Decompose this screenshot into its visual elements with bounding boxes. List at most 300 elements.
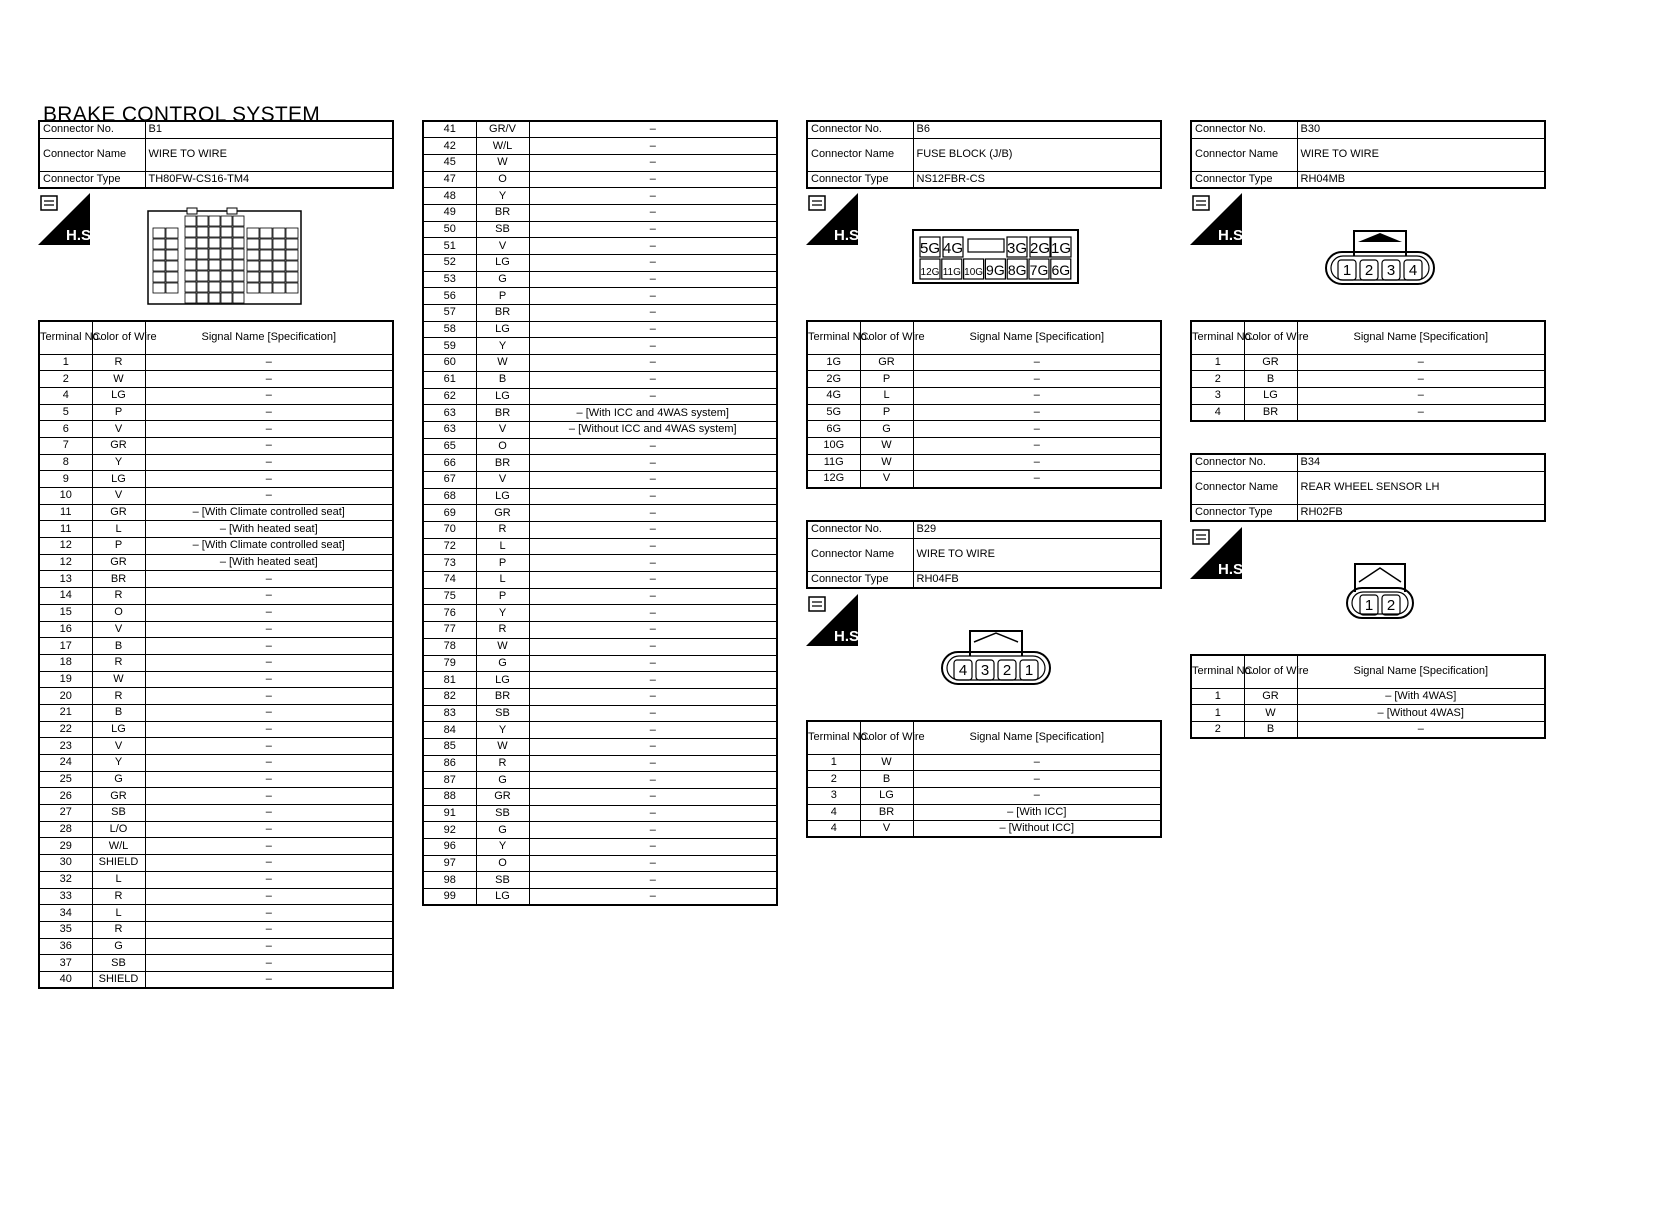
wire-color-cell: Y <box>476 839 529 856</box>
terminal-no-cell: 42 <box>423 138 476 155</box>
signal-name-cell: – <box>913 787 1161 804</box>
signal-name-cell: – <box>529 705 777 722</box>
pin-cavity <box>260 261 272 271</box>
pin-cavity <box>260 272 272 282</box>
signal-name-cell: – <box>1297 404 1545 421</box>
pin-cavity <box>185 216 196 226</box>
pin-cavity <box>185 260 196 270</box>
terminal-no-cell: 3 <box>807 787 860 804</box>
terminal-no-header: Terminal No. <box>807 721 860 754</box>
pin-cavity <box>233 227 244 237</box>
pin-cavity <box>185 238 196 248</box>
pin-cavity <box>153 283 165 293</box>
terminal-no-cell: 72 <box>423 538 476 555</box>
terminal-no-cell: 12 <box>39 538 92 555</box>
table-row <box>1191 721 1545 738</box>
table-row <box>39 871 393 888</box>
pin-label: 3G <box>1006 240 1028 257</box>
wire-color-cell: W <box>476 355 529 372</box>
wire-color-cell: LG <box>92 721 145 738</box>
pin-label: 9G <box>986 262 1005 278</box>
signal-name-cell: – <box>1297 387 1545 404</box>
table-row <box>423 355 777 372</box>
table-row <box>39 888 393 905</box>
table-row <box>39 588 393 605</box>
pin-cavity <box>247 250 259 260</box>
signal-name-cell: – <box>529 722 777 739</box>
terminal-no-cell: 7 <box>39 437 92 454</box>
table-row <box>423 655 777 672</box>
pin-cavity <box>197 293 208 303</box>
signal-name-cell: – <box>529 221 777 238</box>
pin-cavity <box>221 238 232 248</box>
terminal-no-cell: 51 <box>423 238 476 255</box>
wire-color-cell: R <box>92 921 145 938</box>
connector-name-value: WIRE TO WIRE <box>1297 138 1545 171</box>
signal-name-cell: – <box>145 571 393 588</box>
signal-name-cell: – <box>529 355 777 372</box>
pin-label: 2 <box>1364 262 1374 279</box>
signal-name-cell: – <box>529 338 777 355</box>
terminal-no-cell: 85 <box>423 738 476 755</box>
signal-name-cell: – <box>913 771 1161 788</box>
signal-name-cell: – <box>529 638 777 655</box>
wire-color-cell: LG <box>476 889 529 906</box>
connector-no-value: B1 <box>145 121 393 138</box>
connector-b1-face-diagram <box>147 208 303 306</box>
table-row <box>39 621 393 638</box>
wire-color-cell: LG <box>92 471 145 488</box>
table-row <box>423 772 777 789</box>
wire-color-cell: O <box>476 171 529 188</box>
pin-label: 1 <box>1364 597 1374 614</box>
wire-color-cell: V <box>476 238 529 255</box>
pin-cavity <box>166 250 178 260</box>
connector-name-value: FUSE BLOCK (J/B) <box>913 138 1161 171</box>
table-row <box>39 504 393 521</box>
terminal-no-cell: 4 <box>807 804 860 821</box>
terminal-no-cell: 24 <box>39 755 92 772</box>
table-row <box>39 404 393 421</box>
pin-label: 1G <box>1050 240 1072 257</box>
wire-color-cell: R <box>92 688 145 705</box>
terminal-no-cell: 1 <box>1191 354 1244 371</box>
terminal-no-cell: 59 <box>423 338 476 355</box>
signal-name-cell: – <box>529 805 777 822</box>
pin-label: 1 <box>1342 262 1352 279</box>
table-row <box>423 271 777 288</box>
wire-color-cell: W <box>476 638 529 655</box>
pin-cavity <box>286 239 298 249</box>
color-header: Color of Wire <box>860 721 913 754</box>
signal-name-cell: – <box>913 471 1161 488</box>
terminal-no-cell: 15 <box>39 604 92 621</box>
pin-cavity <box>286 272 298 282</box>
terminal-no-cell: 6 <box>39 421 92 438</box>
wire-color-cell: B <box>92 704 145 721</box>
signal-name-cell: – <box>145 938 393 955</box>
pin-cavity <box>221 227 232 237</box>
wire-color-cell: L <box>476 538 529 555</box>
wire-color-cell: V <box>92 738 145 755</box>
terminal-no-cell: 47 <box>423 171 476 188</box>
connector-type-label: Connector Type <box>807 171 913 188</box>
table-row <box>423 638 777 655</box>
terminal-no-cell: 30 <box>39 855 92 872</box>
wire-color-cell: BR <box>476 688 529 705</box>
wire-color-cell: Y <box>476 605 529 622</box>
wire-color-cell: BR <box>1244 404 1297 421</box>
signal-name-cell: – [With heated seat] <box>145 554 393 571</box>
table-row <box>423 471 777 488</box>
terminal-no-cell: 49 <box>423 204 476 221</box>
table-row <box>423 855 777 872</box>
pin-cavity <box>233 238 244 248</box>
terminal-no-cell: 3 <box>1191 387 1244 404</box>
signal-name-cell: – [With Climate controlled seat] <box>145 504 393 521</box>
terminal-no-cell: 8 <box>39 454 92 471</box>
wire-color-cell: G <box>92 771 145 788</box>
signal-name-cell: – <box>529 588 777 605</box>
signal-name-cell: – <box>913 354 1161 371</box>
wire-color-cell: O <box>92 604 145 621</box>
signal-name-cell: – <box>529 688 777 705</box>
pin-cavity <box>209 260 220 270</box>
pin-cavity <box>260 228 272 238</box>
signal-name-cell: – <box>529 605 777 622</box>
table-row <box>423 605 777 622</box>
pin-cavity <box>273 239 285 249</box>
terminal-no-cell: 60 <box>423 355 476 372</box>
signal-name-cell: – <box>529 271 777 288</box>
table-row <box>423 755 777 772</box>
pin-cavity <box>247 261 259 271</box>
wire-color-cell: LG <box>476 488 529 505</box>
signal-name-cell: – <box>913 404 1161 421</box>
signal-name-cell: – <box>145 671 393 688</box>
wire-color-cell: G <box>476 655 529 672</box>
pin-cavity <box>221 282 232 292</box>
hs-label: H.S. <box>1218 227 1248 244</box>
signal-name-cell: – <box>529 371 777 388</box>
pin-cavity <box>221 293 232 303</box>
table-row <box>807 804 1161 821</box>
terminal-no-cell: 18 <box>39 654 92 671</box>
wire-color-cell: GR <box>476 505 529 522</box>
signal-name-cell: – <box>529 305 777 322</box>
terminal-no-header: Terminal No. <box>807 321 860 354</box>
table-row <box>39 921 393 938</box>
table-row <box>39 421 393 438</box>
pin-cavity <box>260 250 272 260</box>
table-row <box>807 771 1161 788</box>
connector-no-value: B6 <box>913 121 1161 138</box>
signal-name-cell: – <box>913 437 1161 454</box>
connector-name-label: Connector Name <box>39 138 145 171</box>
table-row <box>1191 387 1545 404</box>
connector-name-label: Connector Name <box>1191 471 1297 504</box>
page-title: BRAKE CONTROL SYSTEM <box>43 103 321 126</box>
terminal-no-cell: 20 <box>39 688 92 705</box>
table-row <box>39 371 393 388</box>
terminal-no-cell: 88 <box>423 789 476 806</box>
terminal-no-header: Terminal No. <box>39 321 92 354</box>
table-row <box>39 704 393 721</box>
table-row <box>423 522 777 539</box>
terminal-no-cell: 96 <box>423 839 476 856</box>
terminal-no-cell: 65 <box>423 438 476 455</box>
table-row <box>423 221 777 238</box>
pin-label: 4G <box>942 240 964 257</box>
terminal-no-cell: 76 <box>423 605 476 622</box>
wire-color-cell: BR <box>92 571 145 588</box>
table-row <box>1191 404 1545 421</box>
signal-name-cell: – <box>529 505 777 522</box>
wire-color-cell: R <box>476 755 529 772</box>
terminal-no-cell: 75 <box>423 588 476 605</box>
connector-type-label: Connector Type <box>1191 504 1297 521</box>
connector-type-value: RH02FB <box>1297 504 1545 521</box>
table-row <box>423 889 777 906</box>
wire-color-cell: Y <box>476 188 529 205</box>
signal-name-cell: – [With ICC] <box>913 804 1161 821</box>
terminal-no-cell: 1 <box>807 754 860 771</box>
connector-name-label: Connector Name <box>1191 138 1297 171</box>
signal-name-cell: – <box>145 771 393 788</box>
wire-color-cell: GR <box>476 789 529 806</box>
signal-name-cell: – [With ICC and 4WAS system] <box>529 405 777 422</box>
wire-color-cell: GR <box>92 437 145 454</box>
pin-cavity <box>209 293 220 303</box>
signal-name-cell: – <box>145 821 393 838</box>
table-row <box>1191 688 1545 705</box>
wire-color-cell: LG <box>476 388 529 405</box>
pin-cavity <box>185 249 196 259</box>
terminal-no-cell: 70 <box>423 522 476 539</box>
signal-name-cell: – <box>145 404 393 421</box>
connector-type-value: RH04MB <box>1297 171 1545 188</box>
signal-name-cell: – <box>913 371 1161 388</box>
table-row <box>423 338 777 355</box>
table-row <box>423 688 777 705</box>
wire-color-cell: SB <box>476 872 529 889</box>
connector-name-label: Connector Name <box>807 138 913 171</box>
terminal-no-cell: 10G <box>807 437 860 454</box>
table-row <box>39 955 393 972</box>
table-row <box>807 354 1161 371</box>
terminal-no-cell: 52 <box>423 255 476 272</box>
wire-color-cell: W/L <box>92 838 145 855</box>
signal-name-cell: – <box>145 588 393 605</box>
wire-color-cell: P <box>476 588 529 605</box>
signal-name-cell: – <box>145 454 393 471</box>
signal-name-cell: – <box>145 621 393 638</box>
terminal-no-cell: 28 <box>39 821 92 838</box>
table-row <box>423 588 777 605</box>
terminal-no-cell: 62 <box>423 388 476 405</box>
terminal-no-cell: 2G <box>807 371 860 388</box>
terminal-no-cell: 12 <box>39 554 92 571</box>
pin-cavity <box>197 271 208 281</box>
table-row <box>423 705 777 722</box>
signal-name-cell: – <box>145 387 393 404</box>
pin-cavity <box>286 250 298 260</box>
pin-label: 4 <box>958 662 968 679</box>
terminal-no-header: Terminal No. <box>1191 655 1244 688</box>
pin-label: 7G <box>1029 262 1049 278</box>
wire-color-cell: R <box>92 588 145 605</box>
signal-header: Signal Name [Specification] <box>1297 321 1545 354</box>
terminal-no-cell: 26 <box>39 788 92 805</box>
connector-b30-terminal-table <box>1190 320 1546 422</box>
connector-no-label: Connector No. <box>807 121 913 138</box>
wire-color-cell: GR <box>1244 688 1297 705</box>
pin-label: 3 <box>980 662 990 679</box>
table-row <box>423 321 777 338</box>
table-row <box>423 872 777 889</box>
wire-color-cell: L <box>476 572 529 589</box>
connector-b34-face-diagram <box>1345 560 1415 620</box>
table-row <box>423 288 777 305</box>
table-row <box>39 971 393 988</box>
table-row <box>39 805 393 822</box>
terminal-no-cell: 2 <box>807 771 860 788</box>
table-row <box>39 855 393 872</box>
pin-cavity <box>273 283 285 293</box>
connector-type-label: Connector Type <box>1191 171 1297 188</box>
terminal-no-cell: 11 <box>39 504 92 521</box>
wire-color-cell: V <box>92 621 145 638</box>
pin-cavity <box>221 260 232 270</box>
terminal-no-cell: 66 <box>423 455 476 472</box>
signal-name-cell: – <box>145 855 393 872</box>
pin-cavity <box>233 260 244 270</box>
pin-cavity <box>209 216 220 226</box>
wire-color-cell: SHIELD <box>92 971 145 988</box>
wire-color-cell: L <box>92 871 145 888</box>
signal-name-cell: – <box>145 838 393 855</box>
wire-color-cell: W <box>1244 705 1297 722</box>
table-row <box>423 255 777 272</box>
pin-cavity <box>260 283 272 293</box>
signal-name-cell: – <box>529 889 777 906</box>
pin-cavity <box>197 282 208 292</box>
wire-color-cell: W <box>92 671 145 688</box>
connector-no-label: Connector No. <box>807 521 913 538</box>
connector-b6-face-diagram <box>912 229 1080 285</box>
pin-cavity <box>197 227 208 237</box>
terminal-no-cell: 29 <box>39 838 92 855</box>
table-row <box>807 371 1161 388</box>
wire-color-cell: LG <box>92 387 145 404</box>
pin-cavity <box>166 228 178 238</box>
connector-name-value: WIRE TO WIRE <box>913 538 1161 571</box>
connector-type-value: TH80FW-CS16-TM4 <box>145 171 393 188</box>
hs-label: H.S. <box>1218 561 1248 578</box>
table-row <box>423 839 777 856</box>
terminal-no-cell: 50 <box>423 221 476 238</box>
connector-b1-header <box>38 120 394 189</box>
terminal-no-cell: 45 <box>423 154 476 171</box>
connector-type-value: RH04FB <box>913 571 1161 588</box>
terminal-no-cell: 33 <box>39 888 92 905</box>
pin-label: 3 <box>1386 262 1396 279</box>
terminal-no-cell: 77 <box>423 622 476 639</box>
signal-name-cell: – <box>145 955 393 972</box>
pin-cavity <box>153 239 165 249</box>
signal-name-cell: – <box>145 704 393 721</box>
wire-color-cell: P <box>476 288 529 305</box>
terminal-no-cell: 2 <box>1191 721 1244 738</box>
table-row <box>39 437 393 454</box>
pin-label: 10G <box>964 267 984 278</box>
signal-name-cell: – <box>913 754 1161 771</box>
terminal-no-cell: 9 <box>39 471 92 488</box>
wire-color-cell: O <box>476 855 529 872</box>
wire-color-cell: W <box>92 371 145 388</box>
terminal-no-cell: 4 <box>807 821 860 838</box>
terminal-no-cell: 1G <box>807 354 860 371</box>
signal-name-cell: – <box>145 604 393 621</box>
table-row <box>423 421 777 438</box>
pin-label: 5G <box>919 240 941 257</box>
table-row <box>39 571 393 588</box>
table-row <box>39 755 393 772</box>
pin-cavity <box>185 293 196 303</box>
signal-name-cell: – <box>529 538 777 555</box>
terminal-no-cell: 6G <box>807 421 860 438</box>
connector-name-value: REAR WHEEL SENSOR LH <box>1297 471 1545 504</box>
wire-color-cell: SB <box>476 705 529 722</box>
signal-name-cell: – <box>529 204 777 221</box>
connector-no-value: B29 <box>913 521 1161 538</box>
harness-side-icon <box>806 594 864 646</box>
signal-name-cell: – <box>529 522 777 539</box>
table-row <box>39 488 393 505</box>
wire-color-cell: GR <box>1244 354 1297 371</box>
terminal-no-cell: 98 <box>423 872 476 889</box>
wire-color-cell: V <box>92 421 145 438</box>
terminal-no-cell: 35 <box>39 921 92 938</box>
signal-name-cell: – <box>145 905 393 922</box>
table-row <box>423 789 777 806</box>
terminal-no-cell: 61 <box>423 371 476 388</box>
wire-color-cell: L <box>92 521 145 538</box>
hs-label: H.S. <box>834 628 864 645</box>
signal-name-cell: – <box>529 789 777 806</box>
table-row <box>39 688 393 705</box>
terminal-no-cell: 2 <box>39 371 92 388</box>
wire-color-cell: G <box>860 421 913 438</box>
signal-name-cell: – <box>145 437 393 454</box>
color-header: Color of Wire <box>1244 655 1297 688</box>
signal-name-cell: – <box>145 654 393 671</box>
connector-b29-face-diagram <box>940 628 1052 688</box>
signal-name-cell: – <box>529 388 777 405</box>
wire-color-cell: V <box>860 471 913 488</box>
signal-name-cell: – <box>529 154 777 171</box>
signal-name-cell: – <box>529 839 777 856</box>
wire-color-cell: SB <box>476 221 529 238</box>
terminal-no-cell: 1 <box>1191 688 1244 705</box>
pin-label: 2G <box>1029 240 1051 257</box>
wire-color-cell: B <box>92 638 145 655</box>
table-row <box>1191 371 1545 388</box>
signal-name-cell: – <box>1297 721 1545 738</box>
terminal-no-cell: 78 <box>423 638 476 655</box>
signal-name-cell: – <box>529 255 777 272</box>
terminal-no-cell: 11 <box>39 521 92 538</box>
